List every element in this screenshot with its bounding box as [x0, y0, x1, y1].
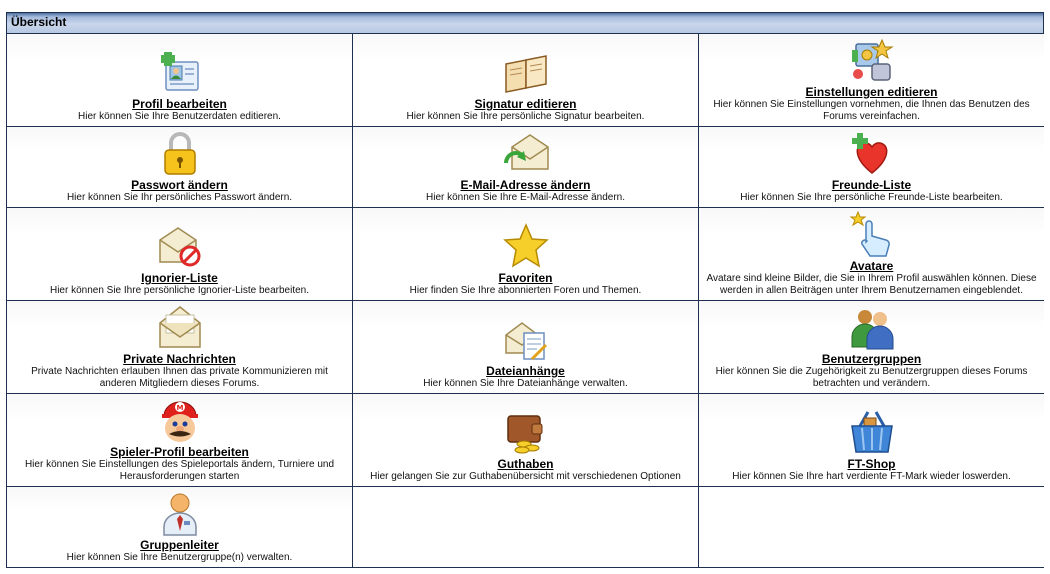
item-user-groups — [699, 301, 1044, 393]
private-messages-link[interactable]: Private Nachrichten — [123, 352, 236, 366]
attachments-description: Hier können Sie Ihre Dateianhänge verwalten. — [423, 378, 628, 389]
envelope-blocked-icon[interactable] — [156, 222, 204, 270]
item-ignore-list — [7, 208, 352, 300]
heart-plus-icon[interactable] — [848, 129, 896, 177]
hand-pointer-icon[interactable] — [848, 210, 896, 258]
player-profile-edit-link[interactable]: Spieler-Profil bearbeiten — [110, 445, 249, 459]
avatars-description: Avatare sind kleine Bilder, die Sie in Ihrem Profil auswählen können. Diese werden in allen Beiträgen unter Ihrem Benutzernamen eingeblendet. — [706, 273, 1037, 296]
email-change-link[interactable]: E-Mail-Adresse ändern — [460, 178, 591, 192]
item-favorites — [353, 208, 698, 300]
password-change-link[interactable]: Passwort ändern — [131, 178, 228, 192]
attachments-link[interactable]: Dateianhänge — [486, 364, 565, 378]
group-leader-description: Hier können Sie Ihre Benutzergruppe(n) verwalten. — [66, 552, 293, 563]
item-signature-edit — [353, 34, 698, 126]
password-change-description: Hier können Sie Ihr persönliches Passwort ändern. — [66, 192, 293, 203]
star-icon[interactable] — [502, 222, 550, 270]
friends-list-link[interactable]: Freunde-Liste — [831, 178, 912, 192]
profile-edit-description: Hier können Sie Ihre Benutzerdaten editieren. — [78, 111, 281, 122]
group-leader-icon[interactable] — [156, 489, 204, 537]
mario-head-icon[interactable] — [156, 396, 204, 444]
overview-panel — [6, 12, 1044, 568]
item-credit — [353, 394, 698, 486]
padlock-icon[interactable] — [156, 129, 204, 177]
ignore-list-description: Hier können Sie Ihre persönliche Ignorier-Liste bearbeiten. — [49, 285, 310, 296]
shopping-basket-icon[interactable] — [848, 408, 896, 456]
item-attachments — [353, 301, 698, 393]
ft-shop-description: Hier können Sie Ihre hart verdiente FT-Mark wieder loswerden. — [732, 471, 1011, 482]
item-friends-list — [699, 127, 1044, 207]
user-group-icon[interactable] — [848, 303, 896, 351]
envelope-refresh-icon[interactable] — [502, 129, 550, 177]
group-leader-link[interactable]: Gruppenleiter — [140, 538, 219, 552]
overview-grid — [7, 34, 1043, 567]
email-change-description: Hier können Sie Ihre E-Mail-Adresse ändern. — [426, 192, 625, 203]
settings-edit-description: Hier können Sie Einstellungen vornehmen, die Ihnen das Benutzen des Forums vereinfachen. — [713, 99, 1030, 122]
item-player-profile-edit — [7, 394, 352, 486]
envelope-attachment-icon[interactable] — [502, 315, 550, 363]
settings-edit-link[interactable]: Einstellungen editieren — [805, 85, 938, 99]
item-settings-edit — [699, 34, 1044, 126]
signature-edit-link[interactable]: Signatur editieren — [474, 97, 577, 111]
item-avatars — [699, 208, 1044, 300]
wallet-coins-icon[interactable] — [502, 408, 550, 456]
item-password-change — [7, 127, 352, 207]
ft-shop-link[interactable]: FT-Shop — [847, 457, 896, 471]
favorites-description: Hier finden Sie Ihre abonnierten Foren und Themen. — [409, 285, 642, 296]
empty-cell — [699, 487, 1044, 567]
user-groups-description: Hier können Sie die Zugehörigkeit zu Benutzergruppen dieses Forums betrachten und verändern. — [715, 366, 1028, 389]
favorites-link[interactable]: Favoriten — [498, 271, 553, 285]
item-email-change — [353, 127, 698, 207]
open-envelope-icon[interactable] — [156, 303, 204, 351]
empty-cell — [353, 487, 698, 567]
ignore-list-link[interactable]: Ignorier-Liste — [141, 271, 218, 285]
profile-edit-link[interactable]: Profil bearbeiten — [132, 97, 227, 111]
user-groups-link[interactable]: Benutzergruppen — [821, 352, 922, 366]
credit-description: Hier gelangen Sie zur Guthabenübersicht mit verschiedenen Optionen — [370, 471, 681, 482]
player-profile-edit-description: Hier können Sie Einstellungen des Spieleportals ändern, Turniere und Herausforderungen starten — [24, 459, 335, 482]
friends-list-description: Hier können Sie Ihre persönliche Freunde-Liste bearbeiten. — [740, 192, 1003, 203]
avatars-link[interactable]: Avatare — [849, 259, 894, 273]
signature-edit-description: Hier können Sie Ihre persönliche Signatur bearbeiten. — [406, 111, 645, 122]
credit-link[interactable]: Guthaben — [497, 457, 554, 471]
item-ft-shop — [699, 394, 1044, 486]
settings-toolbox-icon[interactable] — [848, 36, 896, 84]
private-messages-description: Private Nachrichten erlauben Ihnen das private Kommunizieren mit anderen Mitgliedern dieses Forums. — [31, 366, 328, 389]
panel-header: Übersicht — [7, 13, 1043, 34]
profile-card-icon[interactable] — [156, 48, 204, 96]
svg-text:M: M — [176, 404, 183, 412]
item-private-messages — [7, 301, 352, 393]
open-book-icon[interactable] — [502, 48, 550, 96]
item-profile-edit — [7, 34, 352, 126]
item-group-leader — [7, 487, 352, 567]
